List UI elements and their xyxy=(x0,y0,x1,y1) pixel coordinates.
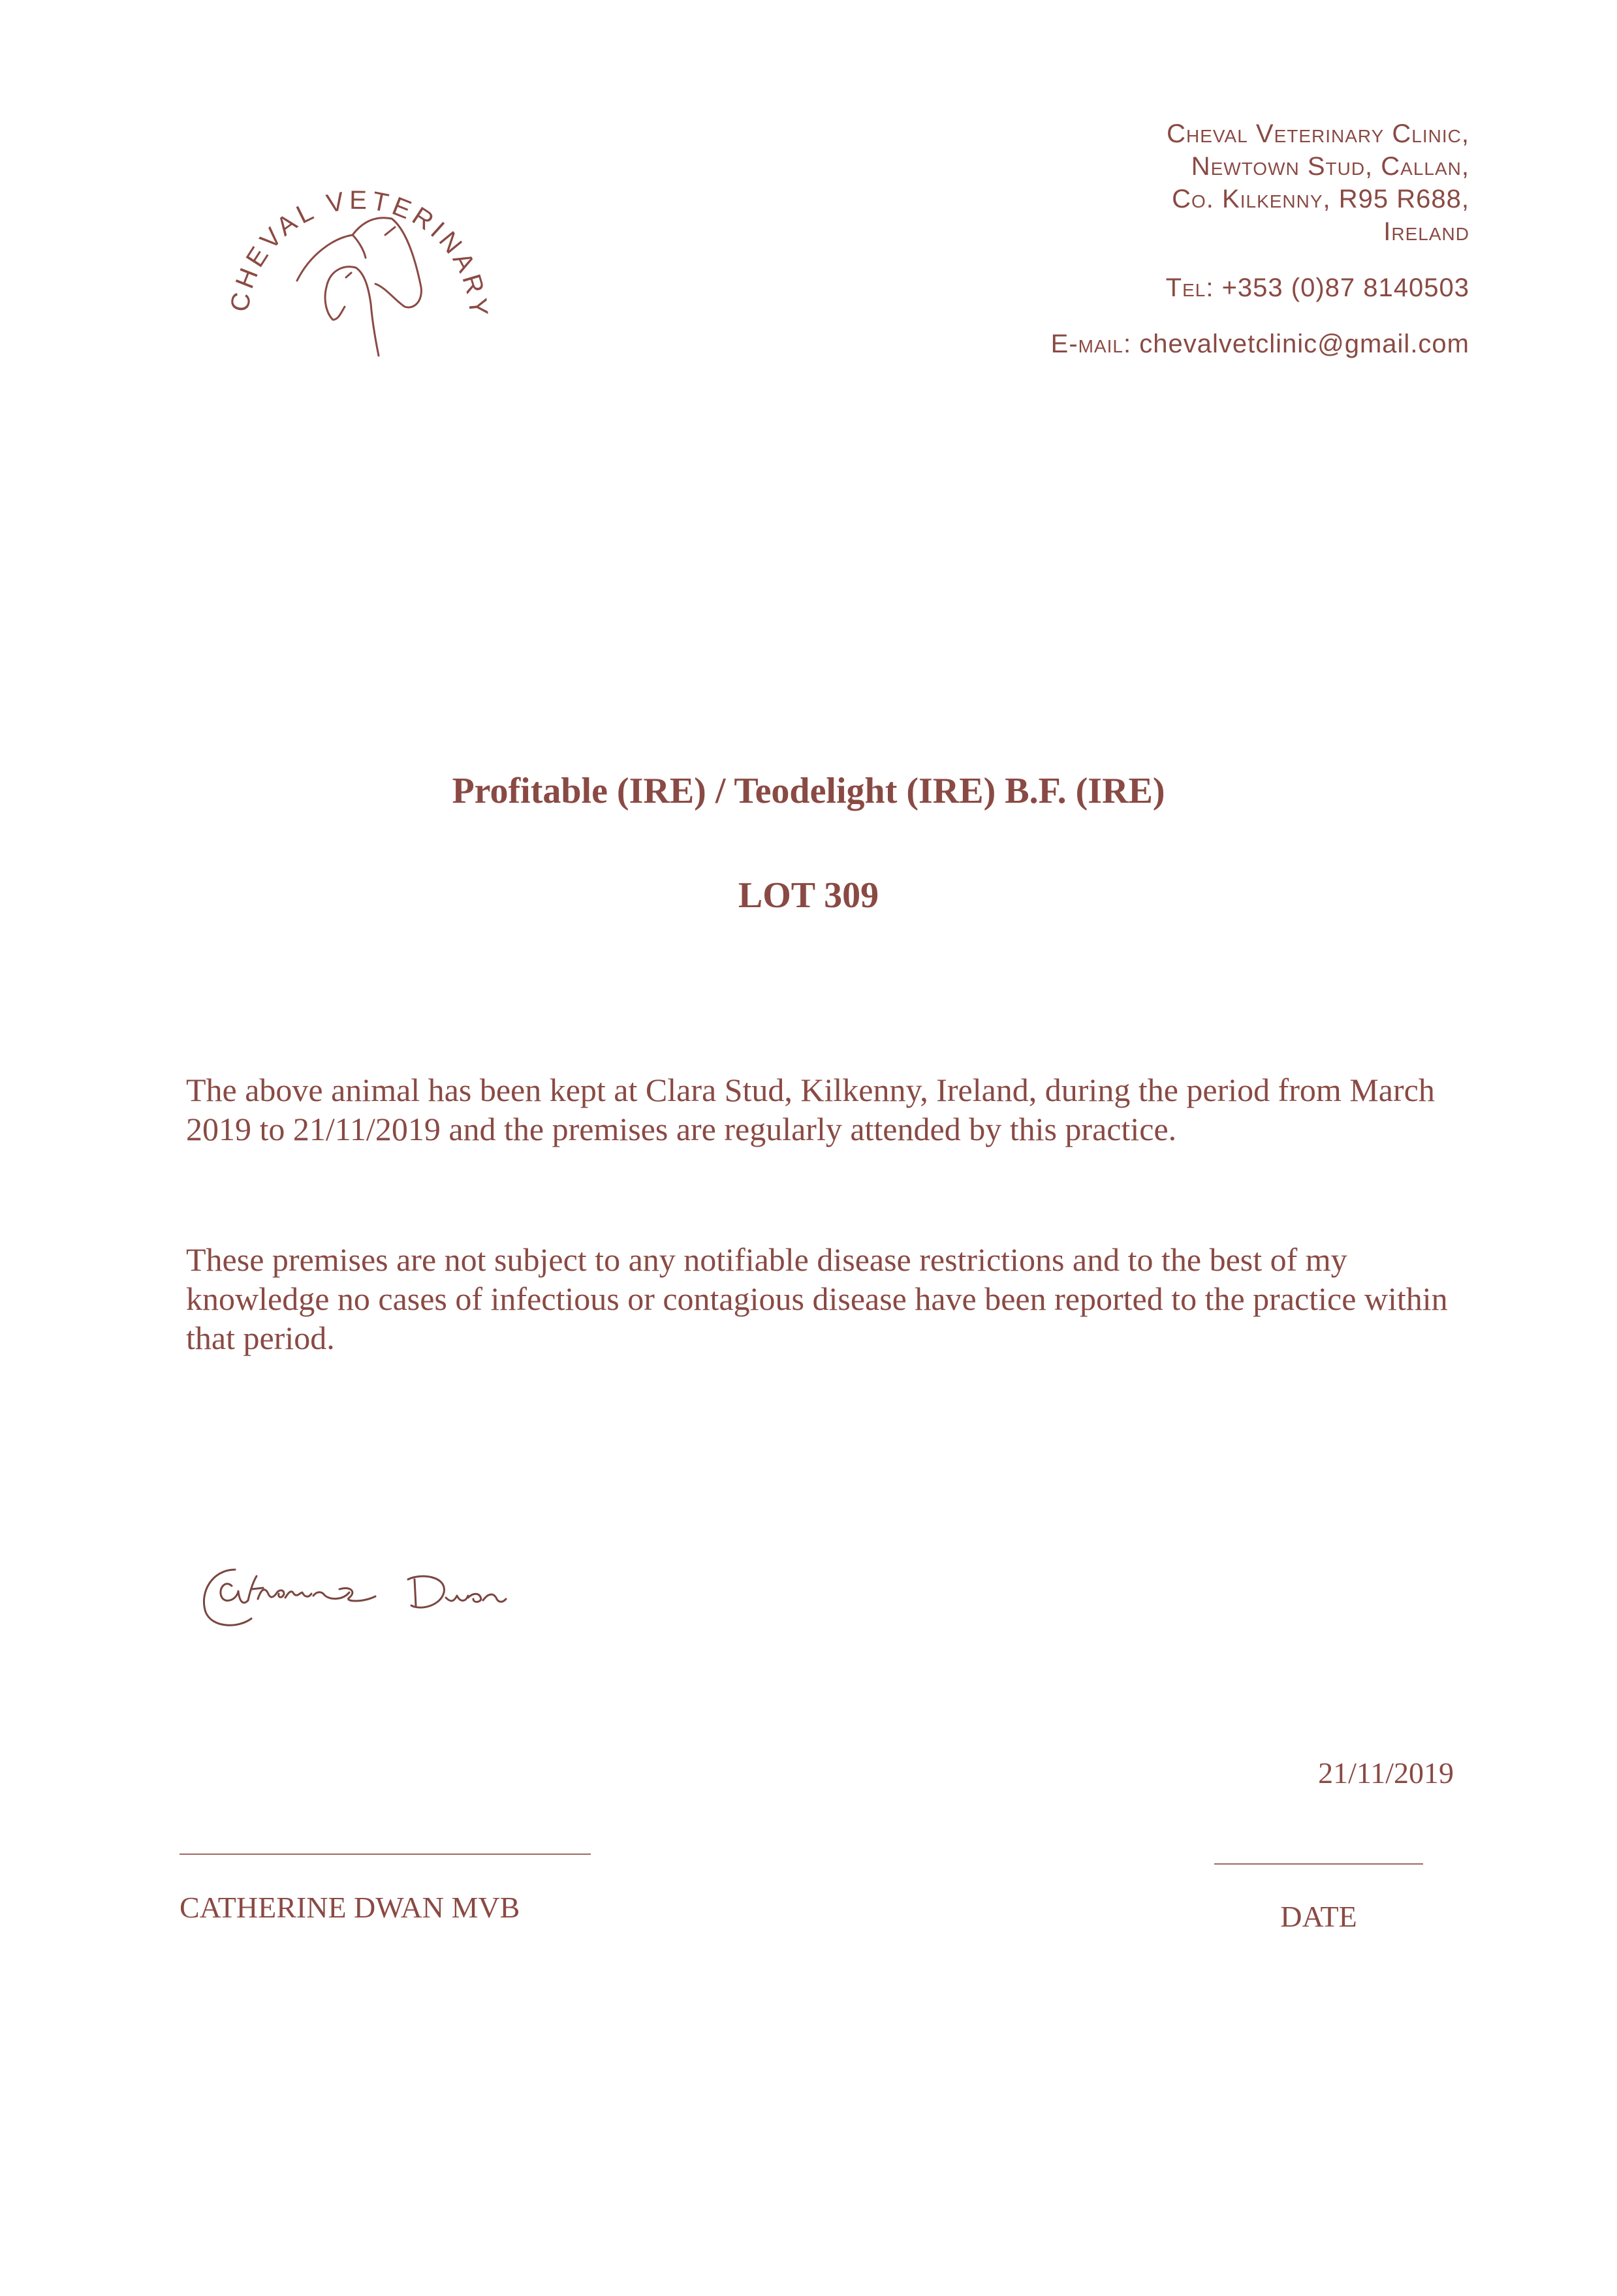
date-value: 21/11/2019 xyxy=(1318,1756,1454,1790)
date-label: DATE xyxy=(1280,1900,1357,1933)
address-line-1: Newtown Stud, Callan, xyxy=(1191,152,1469,181)
logo-ring-left: CHEVAL xyxy=(225,196,321,314)
signatory-name: CATHERINE DWAN MVB xyxy=(180,1891,520,1924)
date-line xyxy=(1214,1863,1423,1865)
logo-ring-right xyxy=(196,124,207,130)
body-paragraph-2: These premises are not subject to any notifiable disease restrictions and to the best of my knowledge no cases of infectious or contagious disease have been reported to the practice within that period. xyxy=(186,1241,1448,1356)
clinic-logo xyxy=(196,124,509,372)
address-line-2: Co. Kilkenny, R95 R688, xyxy=(1172,185,1469,213)
address-country: Ireland xyxy=(1383,217,1469,246)
lot-number: LOT 309 xyxy=(738,875,879,916)
clinic-name: Cheval Veterinary Clinic, xyxy=(1167,119,1469,148)
horse-title: Profitable (IRE) / Teodelight (IRE) B.F. (IRE) xyxy=(452,771,1165,811)
logo-ring-top: VETERINARY xyxy=(324,185,494,320)
body-paragraph-1: The above animal has been kept at Clara Stud, Kilkenny, Ireland, during the period from March 2019 to 21/11/2019 and the premises are regularly attended by this practice. xyxy=(186,1072,1435,1147)
email-line xyxy=(882,328,1469,360)
telephone: Tel: +353 (0)87 8140503 xyxy=(1165,273,1469,302)
handwritten-signature xyxy=(186,1540,578,1638)
signature-line xyxy=(180,1854,591,1855)
email-address: chevalvetclinic@gmail.com xyxy=(1139,330,1469,358)
email-label: E-mail: xyxy=(1050,330,1140,358)
letterhead-address xyxy=(882,117,1469,360)
svg-text:CHEVAL V xyxy=(196,124,494,320)
